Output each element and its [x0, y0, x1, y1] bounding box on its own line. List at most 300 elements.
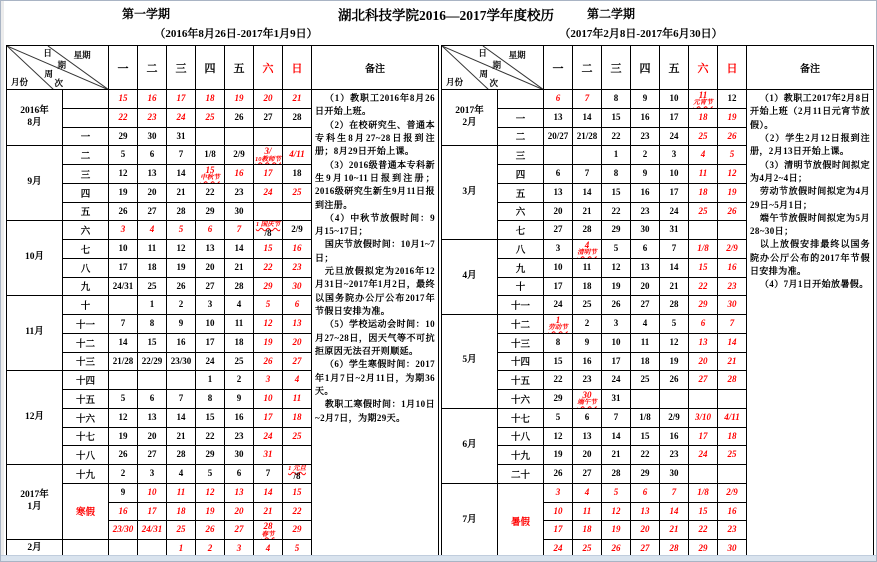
calendar-row: [7, 90, 439, 109]
week-number-cell: 暑假: [498, 483, 544, 558]
day-cell: 19: [544, 446, 573, 465]
day-cell: 17: [196, 333, 225, 352]
weekday-header: 四: [196, 46, 225, 90]
weekday-header: 二: [138, 46, 167, 90]
month-cell: 5月: [442, 315, 498, 409]
day-cell: 29: [196, 202, 225, 221]
day-cell: 18: [196, 90, 225, 109]
day-cell: 4: [573, 483, 602, 502]
day-cell: 15: [602, 183, 631, 202]
month-cell: 7月: [442, 483, 498, 558]
day-cell: 23: [718, 521, 747, 540]
day-cell: 9: [573, 333, 602, 352]
corner-label-week: 周: [44, 69, 53, 80]
month-cell: 2017年 2月: [442, 90, 498, 146]
day-cell: 11: [631, 333, 660, 352]
month-cell: 2016年 8月: [7, 90, 63, 146]
day-cell: 21: [167, 183, 196, 202]
day-cell: 17: [167, 90, 196, 109]
week-number-cell: 十: [498, 277, 544, 296]
day-cell: 2/9: [718, 240, 747, 259]
week-number-cell: 十七: [63, 427, 109, 446]
day-cell: 25: [573, 540, 602, 559]
day-cell: 24: [660, 202, 689, 221]
corner-label-week2: 次: [54, 77, 63, 88]
day-cell: 12: [660, 333, 689, 352]
day-cell: 2/9: [718, 483, 747, 502]
day-cell: 16: [225, 165, 254, 184]
week-number-cell: 八: [498, 240, 544, 259]
month-cell: 9月: [7, 146, 63, 221]
day-cell: 14: [225, 240, 254, 259]
day-cell: 18: [573, 277, 602, 296]
day-cell: 19: [602, 277, 631, 296]
day-cell: 31: [167, 127, 196, 146]
day-cell: 11: [167, 483, 196, 502]
note-paragraph: （4）7月1日开始放暑假。: [759, 279, 869, 290]
day-cell: 30: [660, 465, 689, 484]
day-cell: 8: [196, 390, 225, 409]
week-number-cell: 八: [63, 258, 109, 277]
day-cell: 5: [544, 408, 573, 427]
day-cell: [718, 390, 747, 409]
note-paragraph: （4）中秋节放假时间：9月15~17日；: [315, 212, 435, 237]
week-number-cell: 十: [63, 296, 109, 315]
day-cell: 2/9: [660, 408, 689, 427]
weekday-header: 六: [254, 46, 283, 90]
week-number-cell: [498, 90, 544, 109]
day-cell: 21: [660, 521, 689, 540]
day-cell: 16: [109, 502, 138, 521]
day-cell: 21: [602, 446, 631, 465]
day-cell: 7: [225, 221, 254, 240]
week-number-cell: 六: [498, 202, 544, 221]
day-cell: 6: [631, 483, 660, 502]
day-cell: 21: [660, 277, 689, 296]
week-number-cell: 三: [63, 165, 109, 184]
day-cell: 23/30: [109, 521, 138, 540]
day-cell: 4/11: [718, 408, 747, 427]
day-cell: 12: [602, 502, 631, 521]
day-cell: [660, 390, 689, 409]
day-cell: 14: [254, 483, 283, 502]
day-cell: [718, 221, 747, 240]
week-number-cell: 十九: [498, 446, 544, 465]
week-number-cell: 七: [498, 221, 544, 240]
day-cell: 19: [225, 90, 254, 109]
week-number-cell: 十七: [498, 408, 544, 427]
day-cell: 9: [631, 90, 660, 109]
corner-label-date: 日: [43, 47, 52, 58]
day-cell: 3: [602, 315, 631, 334]
semester2-label: 第二学期: [586, 7, 635, 21]
note-paragraph: 国庆节放假时间：10月1~7日；: [315, 239, 435, 263]
day-cell: 16: [631, 108, 660, 127]
day-cell: 28: [602, 465, 631, 484]
day-cell: 24: [254, 427, 283, 446]
day-cell: [283, 446, 312, 465]
day-cell: 26: [602, 540, 631, 559]
day-cell: [138, 371, 167, 390]
day-cell: 25: [573, 296, 602, 315]
day-cell: 14: [573, 183, 602, 202]
day-cell: 26: [109, 446, 138, 465]
day-cell: 11: [225, 315, 254, 334]
day-cell: 18: [225, 333, 254, 352]
week-number-cell: 十二: [63, 333, 109, 352]
week-number-cell: 四: [498, 165, 544, 184]
day-cell: 17: [109, 258, 138, 277]
day-cell: 14: [660, 502, 689, 521]
day-cell: 7: [254, 465, 283, 484]
day-cell: 10: [544, 502, 573, 521]
note-paragraph: 端午节放假时间拟定为5月28~30日；: [750, 212, 870, 237]
day-cell: [254, 127, 283, 146]
day-cell: 4: [138, 221, 167, 240]
week-number-cell: 十一: [498, 296, 544, 315]
day-cell: 18: [689, 183, 718, 202]
day-cell: 1: [138, 296, 167, 315]
week-number-cell: 三: [498, 146, 544, 165]
day-cell: 10: [602, 333, 631, 352]
day-cell: 20: [225, 502, 254, 521]
semester1-label: 第一学期: [121, 7, 170, 21]
day-cell: [689, 221, 718, 240]
day-cell: 23: [283, 258, 312, 277]
notes-header: 备注: [312, 46, 439, 90]
day-cell: [631, 390, 660, 409]
day-cell: 10: [544, 258, 573, 277]
day-cell: 29: [602, 221, 631, 240]
day-cell: 20: [689, 352, 718, 371]
day-cell: 6: [196, 221, 225, 240]
weekday-header: 四: [631, 46, 660, 90]
day-cell: 25: [283, 427, 312, 446]
note-paragraph: 元旦放假拟定为2016年12月31日~2017年1月2日，最终以国务院办公厅公布2017年节假日安排为准。: [315, 266, 435, 316]
day-cell: 5: [660, 315, 689, 334]
day-cell: 26: [660, 371, 689, 390]
page-left-edge: [1, 1, 4, 561]
day-cell: 22: [544, 371, 573, 390]
day-cell: 13: [225, 483, 254, 502]
day-cell: 4: [283, 371, 312, 390]
day-cell: 27: [631, 296, 660, 315]
day-cell: 5: [254, 296, 283, 315]
day-cell: 21: [573, 202, 602, 221]
day-cell: 14: [167, 408, 196, 427]
day-cell: 22/29: [138, 352, 167, 371]
day-cell: 15: [689, 502, 718, 521]
day-cell: 26: [602, 296, 631, 315]
day-cell: 1/8: [689, 240, 718, 259]
day-cell: 7: [573, 165, 602, 184]
day-cell: 19: [167, 258, 196, 277]
weekday-header: 一: [544, 46, 573, 90]
week-number-cell: 十五: [63, 390, 109, 409]
day-cell: 1: [196, 371, 225, 390]
day-cell: 23: [138, 108, 167, 127]
day-cell: 5: [109, 146, 138, 165]
day-cell: 26: [718, 127, 747, 146]
day-cell: 26: [254, 352, 283, 371]
day-cell: 13: [196, 240, 225, 259]
week-number-cell: 五: [498, 183, 544, 202]
weekday-header: 三: [602, 46, 631, 90]
day-cell: 22: [283, 502, 312, 521]
note-paragraph: （2）学生2月12日报到注册，2月13日开始上课。: [750, 132, 870, 157]
day-cell: 17: [660, 108, 689, 127]
day-cell: 25: [138, 277, 167, 296]
day-cell: 4: [225, 296, 254, 315]
day-cell: 7: [718, 315, 747, 334]
day-cell: 3/10: [689, 408, 718, 427]
week-number-cell: 十二: [498, 315, 544, 334]
day-cell: 2: [631, 146, 660, 165]
day-cell: [167, 371, 196, 390]
day-cell: 16: [225, 408, 254, 427]
day-cell: 22: [602, 202, 631, 221]
day-cell: 14: [573, 108, 602, 127]
day-cell: 14: [109, 333, 138, 352]
month-cell: 6月: [442, 408, 498, 483]
day-cell: 28: [573, 221, 602, 240]
calendar-row: [442, 90, 874, 109]
month-cell: 2017年 1月: [7, 465, 63, 540]
week-number-cell: 十四: [63, 371, 109, 390]
day-cell: 13: [631, 258, 660, 277]
notes-cell: [747, 90, 874, 559]
week-number-cell: 一: [498, 108, 544, 127]
day-cell: 16: [718, 502, 747, 521]
day-cell: 15: [631, 427, 660, 446]
day-cell: 2/9: [225, 146, 254, 165]
corner-label-month: 月份: [446, 77, 464, 88]
day-cell: 10: [254, 390, 283, 409]
day-cell: 5: [602, 483, 631, 502]
day-cell: 7: [660, 240, 689, 259]
day-cell: 17: [254, 408, 283, 427]
week-number-cell: 十三: [63, 352, 109, 371]
corner-label-weekday: 星期: [508, 49, 526, 60]
day-cell: 24: [254, 183, 283, 202]
day-cell: 8: [602, 90, 631, 109]
semester1-date-range: （2016年8月26日-2017年1月9日）: [154, 28, 318, 40]
week-number-cell: 二: [63, 146, 109, 165]
day-cell: 28: [283, 108, 312, 127]
day-cell: 18: [718, 427, 747, 446]
day-cell: 16: [138, 90, 167, 109]
day-cell: 3: [225, 540, 254, 559]
weekday-header: 日: [283, 46, 312, 90]
day-cell: [573, 146, 602, 165]
weekday-header: 五: [660, 46, 689, 90]
day-cell: 15: [138, 333, 167, 352]
day-cell: 17: [254, 165, 283, 184]
day-cell: 27: [225, 521, 254, 540]
day-cell: 10: [660, 165, 689, 184]
note-paragraph: （1）教职工2016年8月26日开始上班。: [315, 93, 435, 117]
day-cell: 24: [602, 371, 631, 390]
day-cell: 21: [718, 352, 747, 371]
day-cell: [225, 127, 254, 146]
day-cell: 12: [167, 240, 196, 259]
corner-label-week: 周: [479, 69, 488, 80]
day-cell: 15: [602, 108, 631, 127]
day-cell: [283, 202, 312, 221]
week-number-cell: 十六: [63, 408, 109, 427]
day-cell: 22: [631, 446, 660, 465]
week-number-cell: 十一: [63, 315, 109, 334]
day-cell: 11: [283, 390, 312, 409]
week-number-cell: 四: [63, 183, 109, 202]
day-cell: 10: [138, 483, 167, 502]
day-cell: 7: [573, 90, 602, 109]
day-cell: 25: [167, 521, 196, 540]
day-cell: 22: [109, 108, 138, 127]
day-cell: 5: [196, 465, 225, 484]
week-number-cell: 五: [63, 202, 109, 221]
day-cell: 4/11: [283, 146, 312, 165]
day-cell: 27: [573, 465, 602, 484]
day-cell: 26: [544, 465, 573, 484]
week-number-cell: 二: [498, 127, 544, 146]
day-cell: 14: [602, 427, 631, 446]
corner-cell: [7, 46, 109, 90]
day-cell: 7: [660, 483, 689, 502]
day-cell: 28: [660, 296, 689, 315]
day-cell: 5: [167, 221, 196, 240]
month-cell: 10月: [7, 221, 63, 296]
day-cell: 31: [660, 221, 689, 240]
day-cell: 14: [718, 333, 747, 352]
week-number-cell: 九: [63, 277, 109, 296]
day-cell: 1: [167, 540, 196, 559]
day-cell: 29: [254, 277, 283, 296]
note-paragraph: 劳动节放假时间拟定为4月29日~5月1日；: [750, 186, 870, 210]
day-cell: 6: [544, 165, 573, 184]
day-cell: 23: [573, 371, 602, 390]
day-cell: 6: [138, 390, 167, 409]
day-cell: 27: [138, 446, 167, 465]
day-cell: 27: [544, 221, 573, 240]
week-number-cell: 十四: [498, 352, 544, 371]
week-number-cell: 十九: [63, 465, 109, 484]
corner-label-month: 月份: [11, 77, 29, 88]
day-cell: 29: [689, 296, 718, 315]
day-cell: 19: [718, 108, 747, 127]
day-cell: 20: [196, 258, 225, 277]
day-cell: 29: [689, 540, 718, 559]
day-cell: 3: [544, 483, 573, 502]
week-number-cell: 十三: [498, 333, 544, 352]
day-cell: 10: [109, 240, 138, 259]
day-cell: [109, 296, 138, 315]
day-cell: 20: [631, 521, 660, 540]
day-cell: 9: [225, 390, 254, 409]
day-cell: 22: [254, 258, 283, 277]
week-number-cell: [63, 108, 109, 127]
day-cell: 20: [254, 90, 283, 109]
day-cell: 9: [167, 315, 196, 334]
day-cell: 6: [689, 315, 718, 334]
day-cell: 20: [573, 446, 602, 465]
day-cell: 26: [109, 202, 138, 221]
day-cell: 15 中秋节: [196, 165, 225, 184]
day-cell: 18: [167, 502, 196, 521]
day-cell: [196, 127, 225, 146]
day-cell: 15: [109, 90, 138, 109]
month-cell: 2月: [7, 540, 63, 559]
week-number-cell: 二十: [498, 465, 544, 484]
day-cell: 27: [689, 371, 718, 390]
day-cell: 13: [573, 427, 602, 446]
day-cell: 4: [254, 540, 283, 559]
day-cell: 13: [631, 502, 660, 521]
day-cell: 27: [196, 277, 225, 296]
page-title: 湖北科技学院2016—2017学年度校历: [338, 8, 554, 23]
day-cell: 20: [631, 277, 660, 296]
day-cell: 28: [167, 202, 196, 221]
day-cell: 12: [109, 408, 138, 427]
day-cell: 15: [254, 240, 283, 259]
day-cell: 26: [718, 202, 747, 221]
corner-label-weekday: 星期: [73, 49, 91, 60]
day-cell: 19: [660, 352, 689, 371]
day-cell: 4: [689, 146, 718, 165]
month-cell: 12月: [7, 371, 63, 465]
day-cell: 14: [167, 165, 196, 184]
note-paragraph: 教职工寒假时间：1月10日~2月7日，为期29天。: [315, 399, 435, 423]
window-bottom-edge: [1, 555, 876, 561]
day-cell: 1: [602, 146, 631, 165]
day-cell: 26: [225, 108, 254, 127]
corner-label-date: 日: [478, 47, 487, 58]
day-cell: 22: [689, 521, 718, 540]
day-cell: [718, 465, 747, 484]
day-cell: 23: [225, 183, 254, 202]
day-cell: 19: [109, 183, 138, 202]
semester2-calendar-table: [441, 45, 874, 559]
day-cell: 14: [660, 258, 689, 277]
day-cell: 21: [254, 502, 283, 521]
week-number-cell: [63, 90, 109, 109]
day-cell: 29: [544, 390, 573, 409]
day-cell: 7: [167, 390, 196, 409]
note-paragraph: （6）学生寒假时间：2017年1月7日~2月11日，为期36天。: [315, 359, 435, 396]
day-cell: 12: [718, 165, 747, 184]
day-cell: 28: [660, 540, 689, 559]
day-cell: 4 清明节: [573, 240, 602, 259]
day-cell: 11: [573, 502, 602, 521]
day-cell: 29: [109, 127, 138, 146]
day-cell: 21/28: [109, 352, 138, 371]
day-cell: 30: [718, 540, 747, 559]
day-cell: 13: [544, 108, 573, 127]
day-cell: 6: [544, 90, 573, 109]
day-cell: 8: [602, 165, 631, 184]
day-cell: 1/8: [631, 408, 660, 427]
day-cell: 22: [196, 427, 225, 446]
day-cell: 16: [283, 240, 312, 259]
day-cell: 13: [138, 165, 167, 184]
month-cell: 11月: [7, 296, 63, 371]
day-cell: 11: [689, 165, 718, 184]
day-cell: 30: [283, 277, 312, 296]
month-cell: 3月: [442, 146, 498, 240]
day-cell: 21: [283, 90, 312, 109]
day-cell: 8: [138, 315, 167, 334]
day-cell: 12: [718, 90, 747, 109]
